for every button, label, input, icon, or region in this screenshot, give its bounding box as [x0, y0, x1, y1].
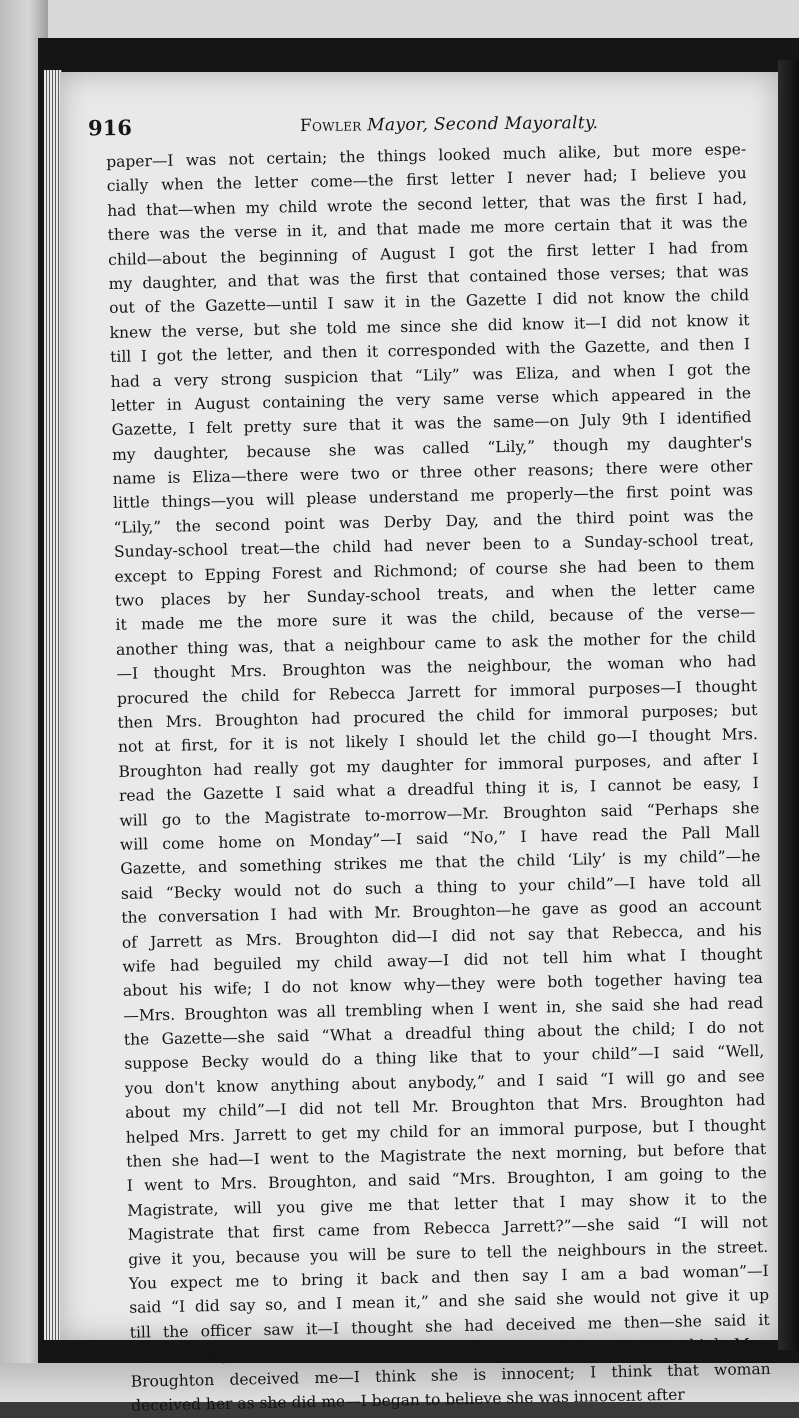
text-line: I went to Mrs. Broughton, and said “Mrs. Broughton, I am going to the — [126, 1164, 767, 1196]
text-line: You expect me to bring it back and then say I am a bad woman”—I — [128, 1261, 769, 1293]
running-head-title — [300, 110, 599, 139]
text-line: knew the verse, but she told me since she did know it—I did not know it — [109, 310, 750, 342]
text-line: about my child”—I did not tell Mr. Broughton that Mrs. Broughton had — [125, 1091, 766, 1123]
text-line: about his wife; I do not know why—they were both together having tea — [122, 969, 763, 1001]
text-line: will go to the Magistrate to-morrow—Mr. Broughton said “Perhaps she — [119, 798, 760, 830]
text-line: suppose Becky would do a thing like that to your child”—I said “Well, — [124, 1042, 765, 1074]
text-line: then she had—I went to the Magistrate the next morning, but before that — [126, 1139, 767, 1171]
body-text — [106, 137, 771, 1418]
text-line: said “I did say so, and I mean it,” and she said she would not give it up — [129, 1286, 770, 1318]
text-line: Magistrate, will you give me that letter that I may show it to the — [127, 1188, 768, 1220]
text-line: helped Mrs. Jarrett to get my child for an immoral purpose, but I thought — [125, 1115, 766, 1147]
text-line: will come home on Monday”—I said “No,” I have read the Pall Mall — [119, 822, 760, 854]
text-line: except to Epping Forest and Richmond; of course she had been to them — [114, 554, 755, 586]
text-line: Broughton deceived me—I think she is innocent; I think that woman — [130, 1359, 771, 1391]
running-head-author: Fowler — [299, 115, 362, 137]
text-line: name is Eliza—there were two or three other reasons; there were other — [112, 457, 753, 489]
text-line: read the Gazette I said what a dreadful thing it is, I cannot be easy, I — [118, 774, 760, 806]
text-line: had that—when my child wrote the second letter, that was the first I had, — [107, 188, 748, 220]
text-line: the Gazette—she said “What a dreadful thing about the child; I do not — [123, 1018, 764, 1049]
text-line: cially when the letter come—the first letter I never had; I believe you — [106, 164, 747, 196]
page-number: 916 — [87, 114, 132, 141]
text-line: child—about the beginning of August I got the first letter I had from — [108, 237, 749, 269]
text-line: my daughter, because she was called “Lily,” though my daughter's — [111, 432, 753, 464]
text-line: deceived her as she did me—I began to believe she was innocent after — [131, 1385, 685, 1415]
text-line: of Jarrett as Mrs. Broughton did—I did not say that Rebecca, and his — [121, 920, 762, 952]
text-line: wife had beguiled my child away—I did not tell him what I thought — [122, 944, 763, 976]
text-line: till the officer saw it—I thought she had deceived me then—she said it — [129, 1310, 770, 1342]
text-line: letter in August containing the very same verse which appeared in the — [110, 384, 752, 415]
text-line: said “Becky would not do such a thing to your child”—I have told all — [120, 871, 761, 903]
text-line: till I got the letter, and then it corresponded with the Gazette, and then I — [109, 335, 751, 367]
running-head-title-rest: Mayor, Second Mayoralty. — [367, 113, 599, 136]
text-line: give it you, because you will be sure to tell the neighbours in the street. — [128, 1237, 769, 1269]
text-line: my daughter, and that was the first that contained those verses; that was — [108, 262, 749, 293]
text-line: another thing was, that a neighbour came to ask the mother for the child — [115, 627, 757, 659]
text-line: it made me the more sure it was the child, because of the verse— — [115, 603, 756, 635]
text-line: little things—you will please understand me properly—the first point was — [112, 481, 754, 513]
text-line: Sunday-school treat—the child had never been to a Sunday-school treat, — [113, 530, 755, 562]
text-line: there was the verse in it, and that made me more certain that it was the — [107, 213, 748, 245]
text-line: out of the Gazette—until I saw it in the Gazette I did not know the child — [108, 286, 750, 318]
text-line: you don't know anything about anybody,” and I said “I will go and see — [124, 1066, 765, 1098]
text-line: the conversation I had with Mr. Broughton—he gave as good an account — [121, 896, 762, 927]
text-line: two places by her Sunday-school treats, and when the letter came — [114, 579, 756, 610]
text-line: —I thought Mrs. Broughton was the neighbour, the woman who had — [116, 652, 757, 684]
text-line: Magistrate that first came from Rebecca Jarrett?”—she said “I will not — [127, 1213, 768, 1244]
text-line: —Mrs. Broughton was all trembling when I went in, she said she had read — [123, 993, 764, 1025]
text-line: then Mrs. Broughton had procured the child for immoral purposes; but — [117, 701, 758, 732]
book-right-edge — [778, 60, 799, 1350]
text-line: paper—I was not certain; the things looked much alike, but more espe- — [106, 140, 747, 171]
text-line: Gazette, I felt pretty sure that it was the same—on July 9th I identified — [111, 408, 752, 440]
text-line: was not my child, and I said I expected it was—I do not now think Mrs. — [130, 1335, 771, 1366]
text-line: Broughton had really got my daughter for immoral purposes, and after I — [118, 749, 759, 781]
text-line: “Lily,” the second point was Derby Day, and the third point was the — [113, 505, 754, 537]
text-line: had a very strong suspicion that “Lily” was Eliza, and when I got the — [110, 359, 751, 391]
text-line: Gazette, and something strikes me that the child ‘Lily’ is my child”—he — [120, 847, 761, 879]
text-line: procured the child for Rebecca Jarrett for immoral purposes—I thought — [116, 676, 758, 708]
text-line: not at first, for it is not likely I should let the child go—I thought Mrs. — [117, 725, 759, 757]
